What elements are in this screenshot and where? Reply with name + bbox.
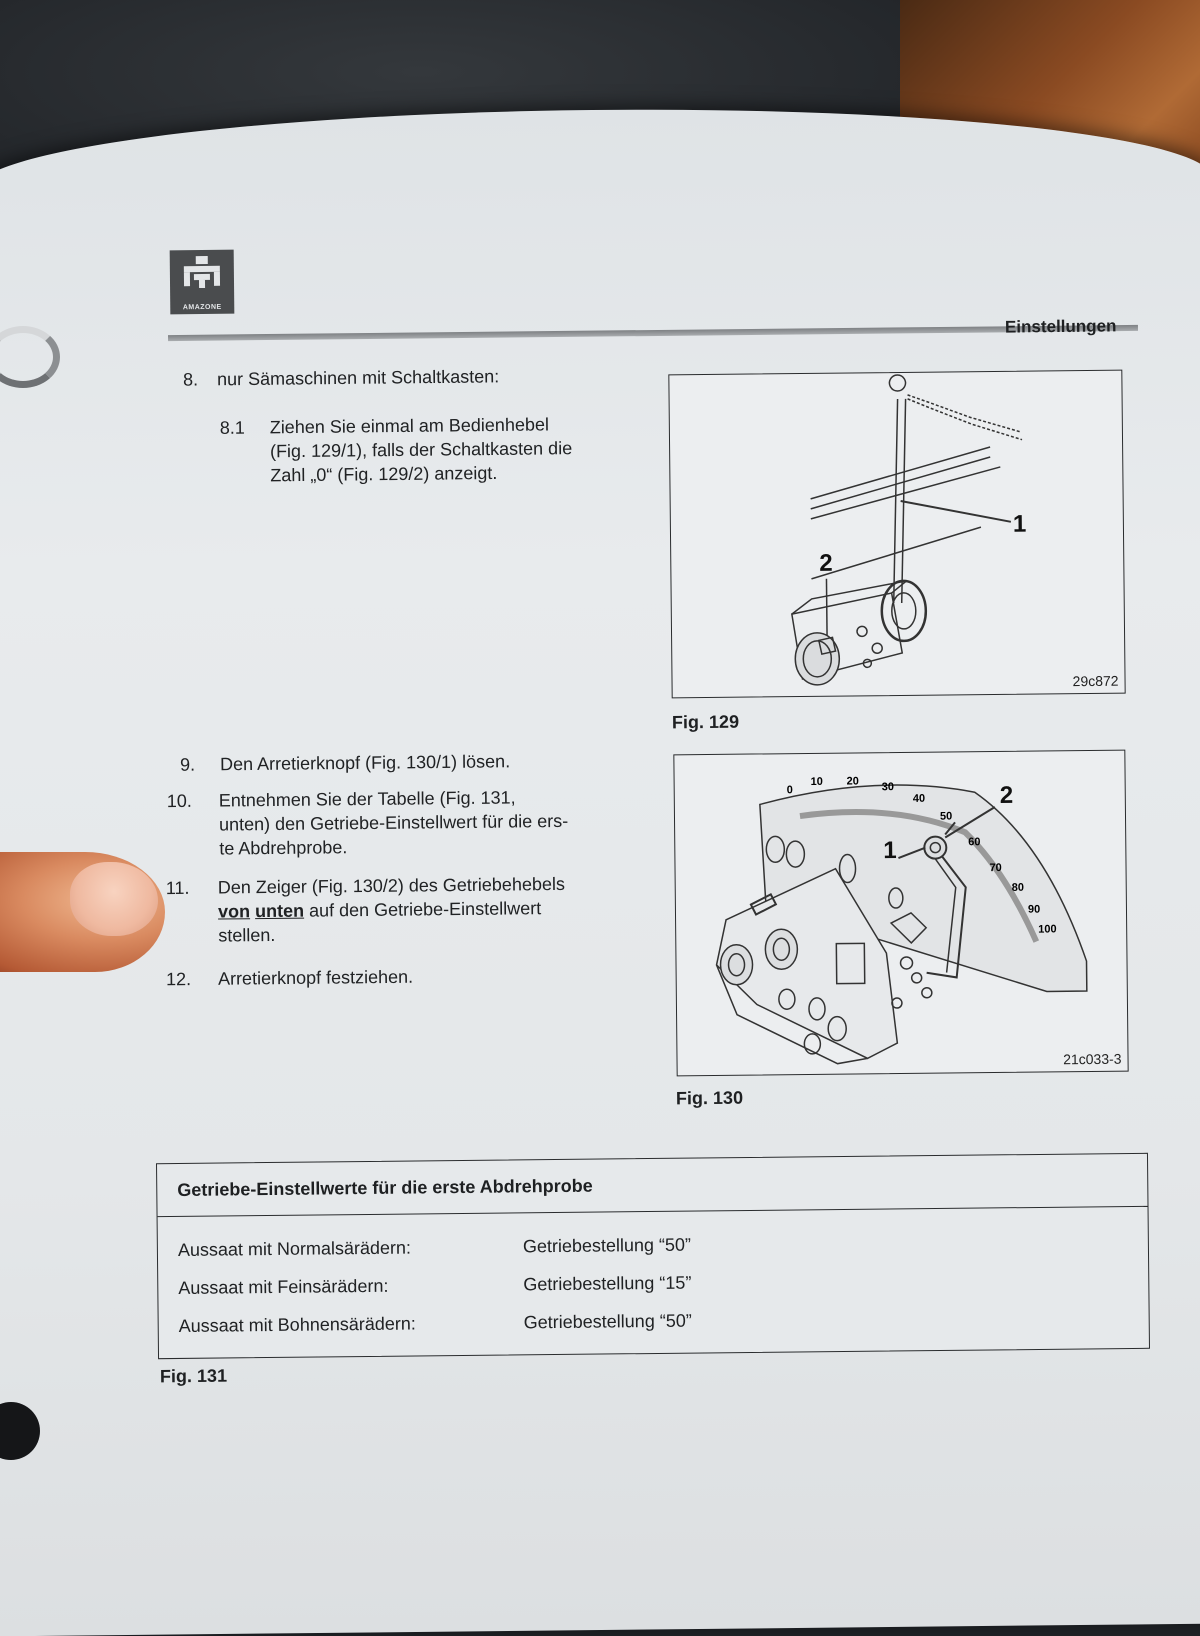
scale-10: 10 [810,775,823,788]
shift-box-illustration [669,371,1124,698]
emphasis-unten: unten [254,900,305,922]
fingernail [70,862,158,936]
row-label: Aussaat mit Feinsärädern: [178,1275,389,1298]
scale-90: 90 [1027,903,1041,916]
step-8-1 [220,412,573,488]
scale-30: 30 [881,781,894,794]
scale-80: 80 [1011,881,1025,894]
step-line: Entnehmen Sie der Tabelle (Fig. 131, [218,787,516,811]
step-10 [167,785,569,861]
amazone-logo [170,250,235,315]
scale-20: 20 [846,775,859,788]
step-text: nur Sämaschinen mit Schaltkasten: [216,366,500,390]
step-number: 11. [165,877,190,899]
logo-text: AMAZONE [182,303,222,312]
step-line: (Fig. 129/1), falls der Schaltkasten die [269,438,573,462]
step-text: Arretierknopf festziehen. [217,966,414,989]
step-number: 8.1 [219,417,245,438]
row-value: Getriebestellung “50” [523,1310,692,1332]
step-number: 12. [165,969,192,990]
figure-131-caption: Fig. 131 [159,1365,228,1387]
step-text: Den Arretierknopf (Fig. 130/1) lösen. [219,751,511,775]
callout-1: 1 [883,837,897,865]
figure-130 [673,750,1128,1077]
step-line: Den Zeiger (Fig. 130/2) des Getriebehebels [217,873,566,898]
row-label: Aussaat mit Normalsärädern: [177,1237,412,1260]
row-label: Aussaat mit Bohnensärädern: [178,1312,416,1336]
step-number: 8. [182,369,199,390]
callout-2: 2 [819,549,833,577]
step-line: Ziehen Sie einmal am Bedienhebel [269,414,550,438]
step-line: stellen. [218,924,276,946]
tractor-logo-icon [180,256,224,294]
row-value: Getriebestellung “15” [523,1272,692,1294]
settings-table [156,1153,1150,1359]
scale-70: 70 [989,861,1002,875]
scale-100: 100 [1038,923,1057,936]
step-11 [166,872,566,948]
step-line: Zahl „0“ (Fig. 129/2) anzeigt. [270,462,498,486]
row-value: Getriebestellung “50” [522,1234,692,1256]
step-number: 10. [166,790,192,812]
step-9 [180,749,510,776]
scale-40: 40 [912,792,926,805]
gearbox-illustration [674,751,1127,1076]
step-line: unten) den Getriebe-Einstellwert für die ers- [218,810,569,835]
callout-2: 2 [999,781,1014,809]
section-title: Einstellungen [1004,316,1117,337]
step-line: te Abdrehprobe. [219,837,348,859]
emphasis-von: von [217,901,251,922]
table-title: Getriebe-Einstellwerte für die erste Abdrehprobe [157,1154,1148,1217]
figure-130-caption: Fig. 130 [675,1087,744,1109]
callout-1: 1 [1012,510,1027,538]
figure-code: 21c033-3 [1063,1050,1122,1068]
scale-60: 60 [968,836,981,849]
step-line-rest: auf den Getriebe-Einstellwert [303,898,542,921]
step-8 [183,364,499,391]
scale-50: 50 [939,810,953,823]
scale-0: 0 [786,784,793,797]
figure-129-caption: Fig. 129 [671,711,740,733]
figure-code: 29c872 [1072,672,1119,690]
step-12 [166,965,413,992]
step-line [218,896,565,924]
step-number: 9. [179,754,196,775]
figure-129 [668,370,1125,699]
